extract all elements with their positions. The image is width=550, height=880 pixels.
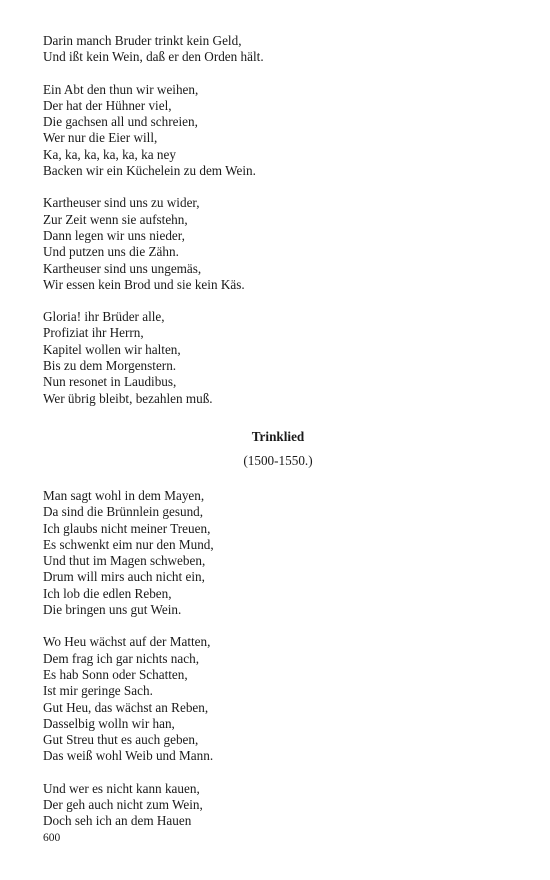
verse-line: Der hat der Hühner viel, — [43, 97, 172, 113]
verse-line: Dann legen wir uns nieder, — [43, 227, 185, 243]
stanza — [43, 82, 513, 180]
verse-line: Bis zu dem Morgenstern. — [43, 358, 177, 374]
verse-line: Gut Streu thut es auch geben, — [43, 732, 199, 748]
verse-line: Ein Abt den thun wir weihen, — [43, 81, 199, 97]
verse-line: Das weiß wohl Weib und Mann. — [43, 748, 214, 764]
stanza — [43, 33, 513, 66]
verse-line: Zur Zeit wenn sie aufstehn, — [43, 211, 188, 227]
document-page — [43, 33, 513, 846]
verse-line: Ist mir geringe Sach. — [43, 683, 153, 699]
verse-line: Darin manch Bruder trinkt kein Geld, — [43, 33, 242, 48]
verse-line: Dem frag ich gar nichts nach, — [43, 650, 199, 666]
verse-line: Wo Heu wächst auf der Matten, — [43, 634, 211, 650]
stanza — [43, 634, 513, 764]
verse-line: Und ißt kein Wein, daß er den Orden hält. — [43, 49, 264, 65]
poem-dates: (1500-1550.) — [243, 452, 313, 468]
verse-line: Die gachsen all und schreien, — [43, 114, 198, 130]
verse-line: Da sind die Brünnlein gesund, — [43, 504, 204, 520]
verse-line: Gloria! ihr Brüder alle, — [43, 309, 165, 325]
verse-line: Ich lob die edlen Reben, — [43, 585, 172, 601]
verse-line: Und thut im Magen schweben, — [43, 553, 206, 569]
stanza — [43, 488, 513, 618]
verse-line: Es schwenkt eim nur den Mund, — [43, 536, 214, 552]
verse-line: Ka, ka, ka, ka, ka, ka ney — [43, 146, 176, 162]
verse-line: Die bringen uns gut Wein. — [43, 602, 182, 618]
verse-line: Man sagt wohl in dem Mayen, — [43, 487, 205, 503]
poem-stanzas — [43, 488, 513, 830]
verse-line: Wer nur die Eier will, — [43, 130, 158, 146]
verse-line: Doch seh ich an dem Hauen — [43, 813, 192, 829]
verse-line: Es hab Sonn oder Schatten, — [43, 666, 188, 682]
verse-line: Backen wir ein Küchelein zu dem Wein. — [43, 163, 256, 179]
stanza — [43, 309, 513, 407]
previous-poem-stanzas — [43, 33, 513, 407]
verse-line: Und wer es nicht kann kauen, — [43, 780, 200, 796]
verse-line: Ich glaubs nicht meiner Treuen, — [43, 520, 211, 536]
stanza — [43, 781, 513, 830]
verse-line: Profiziat ihr Herrn, — [43, 325, 144, 341]
verse-line: Der geh auch nicht zum Wein, — [43, 796, 203, 812]
verse-line: Drum will mirs auch nicht ein, — [43, 569, 205, 585]
verse-line: Kartheuser sind uns zu wider, — [43, 195, 200, 211]
verse-line: Wir essen kein Brod und sie kein Käs. — [43, 276, 245, 292]
poem-title: Trinklied — [251, 428, 305, 444]
verse-line: Kartheuser sind uns ungemäs, — [43, 260, 202, 276]
verse-line: Kapitel wollen wir halten, — [43, 341, 181, 357]
verse-line: Und putzen uns die Zähn. — [43, 244, 179, 260]
verse-line: Wer übrig bleibt, bezahlen muß. — [43, 390, 213, 406]
verse-line: Gut Heu, das wächst an Reben, — [43, 699, 209, 715]
page-number: 600 — [43, 832, 61, 844]
stanza — [43, 195, 513, 293]
verse-line: Dasselbig wolln wir han, — [43, 715, 175, 731]
verse-line: Nun resonet in Laudibus, — [43, 374, 177, 390]
